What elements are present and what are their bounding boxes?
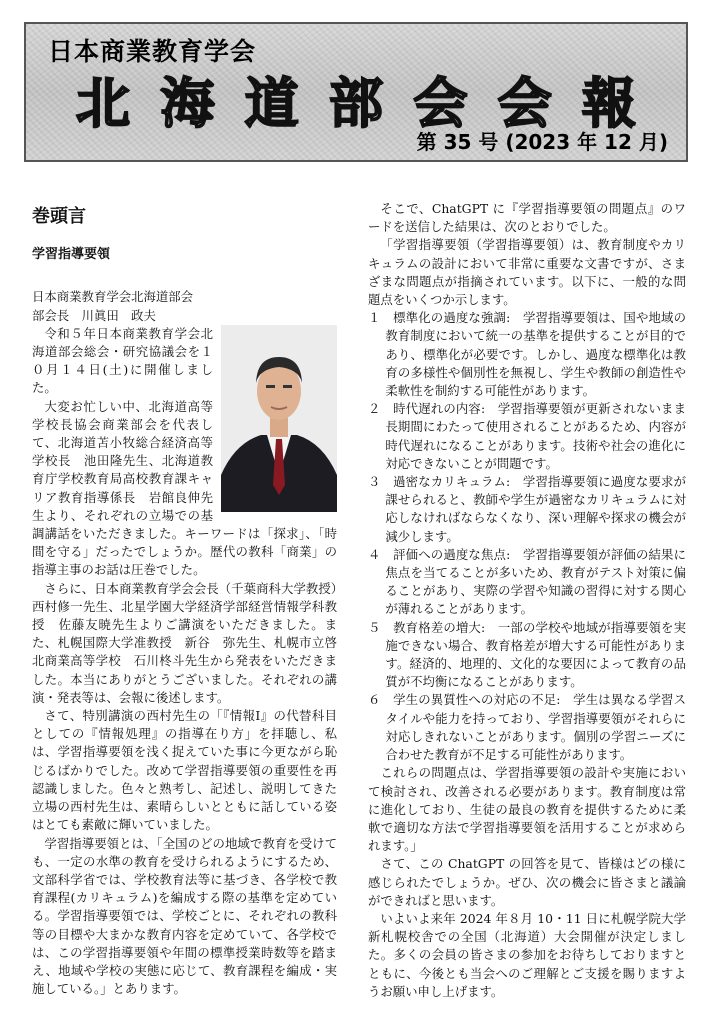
paragraph: さらに、日本商業教育学会会長（千葉商科大学教授）西村修一先生、北星学園大学経済学部経営情報学科教授 佐藤友暁先生よりご講演をいただきました。また、札幌国際大学准教授 新谷 弥先生、札幌市立啓北商業高等学校 石川柊斗先生から発表をいただきました。本当にありがとうございました。それぞれの講演・発表等は、会報に後述します。 [32,580,337,705]
newsletter-title [76,64,636,134]
paragraph: 大変お忙しい中、北海道高等学校長協会商業部会を代表して、北海道苫小牧総合経済高等学校長 池田隆先生、北海道教育庁学校教育局高校教育課キャリア教育指導係長 岩館良伸先生より、それぞれの立場での基調講話をいただきました。キーワードは「探求」、「時間を守る」だったでしょうか。歴代の教科「商業」の指導主事のお話は圧巻でした。 [32,398,337,578]
right-column [368,200,686,1001]
title-char: 報 [581,71,636,135]
list-item: ６ 学生の異質性への対応の不足: 学生は異なる学習スタイルや能力を持っており、学習指導要領がそれらに対応しきれないことがあります。個別の学習ニーズに合わせた教育が不足する可能性があります。 [368,692,686,763]
title-char: 部 [328,71,383,135]
author-portrait [221,325,337,512]
article-title: 学習指導要領 [32,247,111,263]
title-char: 会 [413,71,468,135]
paragraph: そこで、ChatGPT に『学習指導要領の問題点』のワードを送信した結果は、次のとおりでした。 [368,201,686,235]
author-organization: 日本商業教育学会北海道部会 [32,289,194,305]
list-item: １ 標準化の過度な強調: 学習指導要領は、国や地域の教育制度において統一の基準を提供することが目的であり、標準化が必要です。しかし、過度な標準化は教育の多様性や個別性を無視し、学生や教師の創造性や柔軟性を制約する可能性があります。 [368,310,686,399]
paragraph: 令和５年日本商業教育学会北海道部会総会・研究協議会を１０月１４日(土)に開催しました。 [32,325,213,396]
list-item: ２ 時代遅れの内容: 学習指導要領が更新されないまま長期間にわたって使用されることがあるため、内容が時代遅れになることがあります。技術や社会の進化に対応できないことが問題です。 [368,401,686,471]
masthead [24,22,688,162]
paragraph: さて、特別講演の西村先生の「『情報Ⅰ』の代替科目としての『情報処理』の指導在り方」を拝聴し、私は、学習指導要領を浅く捉えていた事に今更ながら恥じるばかりでした。改めて学習指導要領の重要性を再認識しました。色々と熟考し、記述し、説明してきた立場の西村先生は、素晴らしいとともに話している姿はとても素敵に輝いていました。 [32,708,337,833]
issue-number: 第 35 号 (2023 年 12 月) [416,130,668,154]
title-char: 海 [160,71,215,135]
section-heading: 巻頭言 [32,206,86,227]
title-char: 北 [76,71,130,135]
paragraph: 「学習指導要領（学習指導要領）は、教育制度やカリキュラムの設計において非常に重要な文書ですが、さまざまな問題点が指摘されています。以下に、一般的な問題点をいくつか示します。 [368,237,686,308]
left-column [32,190,337,998]
list-item: ５ 教育格差の増大: 一部の学校や地域が指導要領を実施できない場合、教育格差が増大する可能性があります。経済的、地理的、文化的な要因によって教育の品質が不均衡になることがあります。 [368,619,686,690]
org-name: 日本商業教育学会 [48,37,257,66]
portrait-illustration [221,325,337,512]
paragraph: 学習指導要領とは、「全国のどの地域で教育を受けても、一定の水準の教育を受けられるようにするため、文部科学省では、学校教育法等に基づき、各学校で教育課程(カリキュラム)を編成する際の基準を定めている。学習指導要領では、学校ごとに、それぞれの教科等の目標や大まかな教育内容を定めていて、各学校では、この学習指導要領や年間の標準授業時数等を踏まえ、地域や学校の実態に応じて、教育課程を編成・実施している。」とあります。 [32,835,337,997]
author-name: 部会長 川眞田 政夫 [32,307,156,323]
title-char: 会 [497,71,552,135]
title-char: 道 [244,71,299,135]
paragraph: いよいよ来年 2024 年８月 10・11 日に札幌学院大学新札幌校舎での全国（北海道）大会開催が決定しました。多くの会員の皆さまの参加をお待ちしておりますとともに、今後とも当会へのご理解とご支援を賜りますようお願い申し上げます。 [368,910,686,999]
paragraph: これらの問題点は、学習指導要領の設計や実施において検討され、改善される必要があります。教育制度は常に進化しており、生徒の最良の教育を提供するために柔軟で適切な方法で学習指導要領を活用することが求められます。」 [368,765,686,854]
list-item: ３ 過密なカリキュラム: 学習指導要領に過度な要求が課せられると、教師や学生が過密なカリキュラムに対応しなければならなくなり、深い理解や探求の機会が減少します。 [368,474,686,544]
paragraph: さて、この ChatGPT の回答を見て、皆様はどの様に感じられたでしょうか。ぜひ、次の機会に皆さまと議論ができればと思います。 [368,856,686,908]
list-item: ４ 評価への過度な焦点: 学習指導要領が評価の結果に焦点を当てることが多いため、教育がテスト対策に偏ることがあり、実際の学習や知識の習得に対する関心が薄れることがあります。 [368,546,686,617]
